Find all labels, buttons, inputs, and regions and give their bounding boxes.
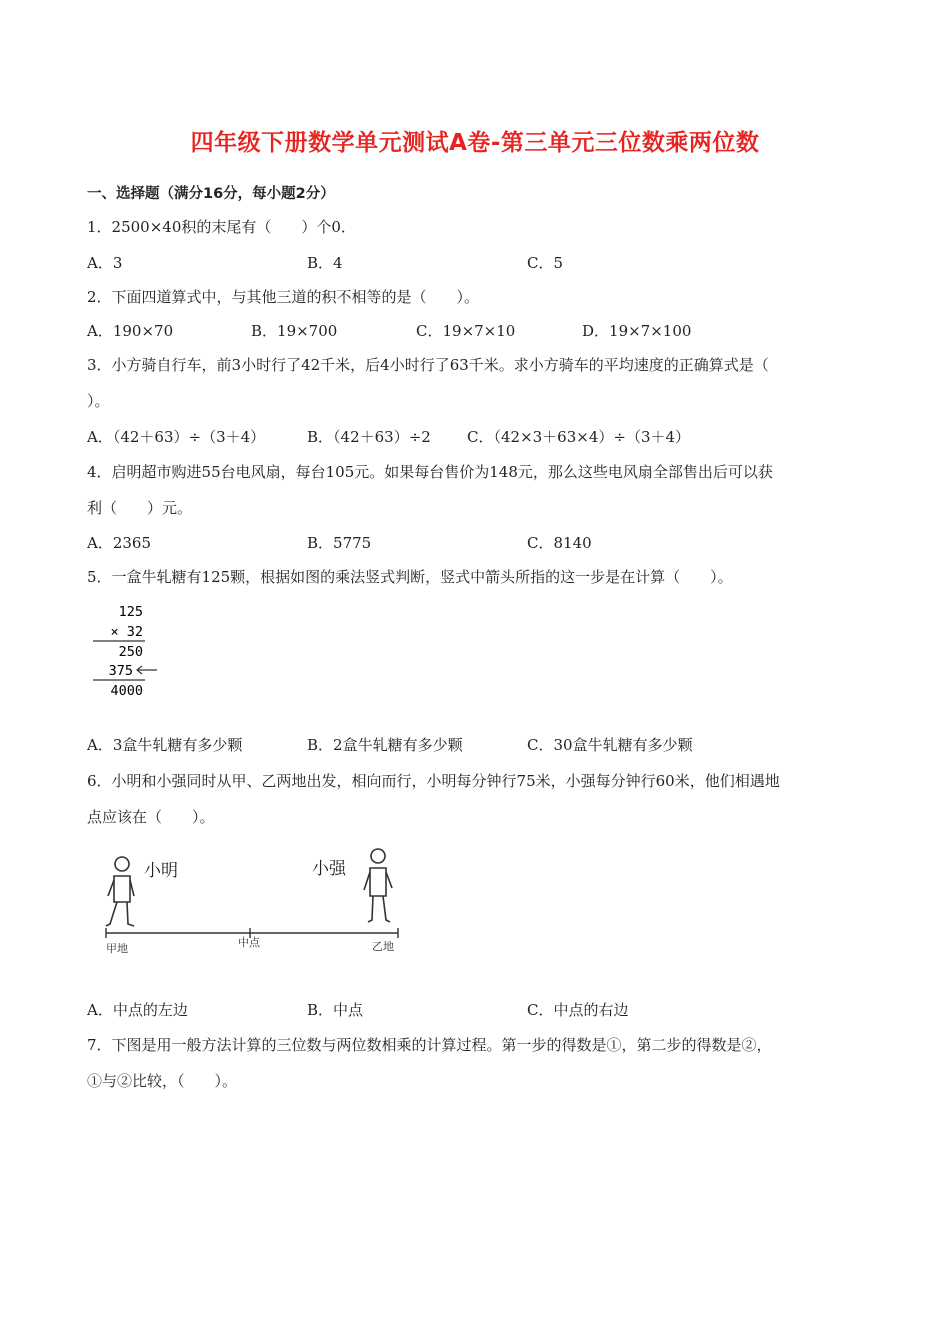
label-end: 乙地 (372, 940, 394, 953)
q6-option-b: B．中点 (307, 1001, 364, 1019)
question-4-stem-line2: 利（ ）元。 (87, 499, 193, 517)
question-3-stem-line2: ）。 (87, 392, 110, 410)
q3-option-a: A．（42＋63）÷（3＋4） (87, 428, 266, 446)
walker-right-icon (364, 849, 392, 922)
vertical-partial-2: 375 (108, 663, 133, 679)
question-5-stem: 5．一盒牛轧糖有125颗，根据如图的乘法竖式判断，竖式中箭头所指的这一步是在计算（ ）。 (87, 568, 733, 586)
q6-option-a: A．中点的左边 (87, 1001, 188, 1019)
walker-left-name: 小明 (144, 861, 178, 881)
walker-left-icon (106, 857, 134, 926)
q4-option-c: C．8140 (527, 534, 592, 552)
section-heading: 一、选择题（满分16分，每小题2分） (87, 186, 335, 202)
q2-option-c: C．19×7×10 (416, 322, 516, 340)
q5-option-a: A．3盒牛轧糖有多少颗 (87, 736, 243, 754)
q6-option-c: C．中点的右边 (527, 1001, 629, 1019)
q2-option-a: A．190×70 (87, 322, 174, 340)
q4-option-a: A．2365 (87, 534, 152, 552)
label-start: 甲地 (106, 942, 128, 955)
question-7-stem-line1: 7．下图是用一般方法计算的三位数与两位数相乘的计算过程。第一步的得数是①，第二步的得数是②， (87, 1036, 772, 1054)
walking-route-figure (100, 842, 410, 957)
q5-option-c: C．30盒牛轧糖有多少颗 (527, 736, 693, 754)
question-1-stem: 1．2500×40积的末尾有（ ）个0． (87, 218, 356, 236)
question-2-stem: 2．下面四道算式中，与其他三道的积不相等的是（ ）。 (87, 288, 480, 306)
walker-right-name: 小强 (312, 859, 346, 879)
q4-option-b: B．5775 (307, 534, 372, 552)
vertical-result: 4000 (110, 683, 143, 699)
question-6-stem-line1: 6．小明和小强同时从甲、乙两地出发，相向而行，小明每分钟行75米，小强每分钟行60米，他们相遇地 (87, 772, 780, 790)
q1-option-a: A．3 (87, 254, 123, 272)
question-3-stem-line1: 3．小方骑自行车，前3小时行了42千米，后4小时行了63千米。求小方骑车的平均速度的正确算式是（ (87, 356, 769, 374)
q2-option-d: D．19×7×100 (582, 322, 692, 340)
vertical-partial-1: 250 (118, 644, 143, 660)
question-6-stem-line2: 点应该在（ ）。 (87, 808, 215, 826)
vertical-multiplicand: 125 (118, 604, 143, 620)
question-4-stem-line1: 4．启明超市购进55台电风扇，每台105元。如果每台售价为148元，那么这些电风扇全部售出后可以获 (87, 463, 773, 481)
arrow-icon (137, 666, 157, 674)
q1-option-c: C．5 (527, 254, 564, 272)
vertical-multiplier: × 32 (110, 624, 143, 640)
q5-option-b: B．2盒牛轧糖有多少颗 (307, 736, 463, 754)
page-title: 四年级下册数学单元测试A卷-第三单元三位数乘两位数 (190, 130, 760, 156)
label-midpoint: 中点 (238, 936, 260, 949)
q2-option-b: B．19×700 (251, 322, 338, 340)
question-7-stem-line2: ①与②比较，（ ）。 (87, 1072, 238, 1090)
q3-option-c: C．（42×3＋63×4）÷（3＋4） (467, 428, 691, 446)
q3-option-b: B．（42＋63）÷2 (307, 428, 431, 446)
vertical-multiplication-figure (85, 600, 165, 700)
q1-option-b: B．4 (307, 254, 343, 272)
